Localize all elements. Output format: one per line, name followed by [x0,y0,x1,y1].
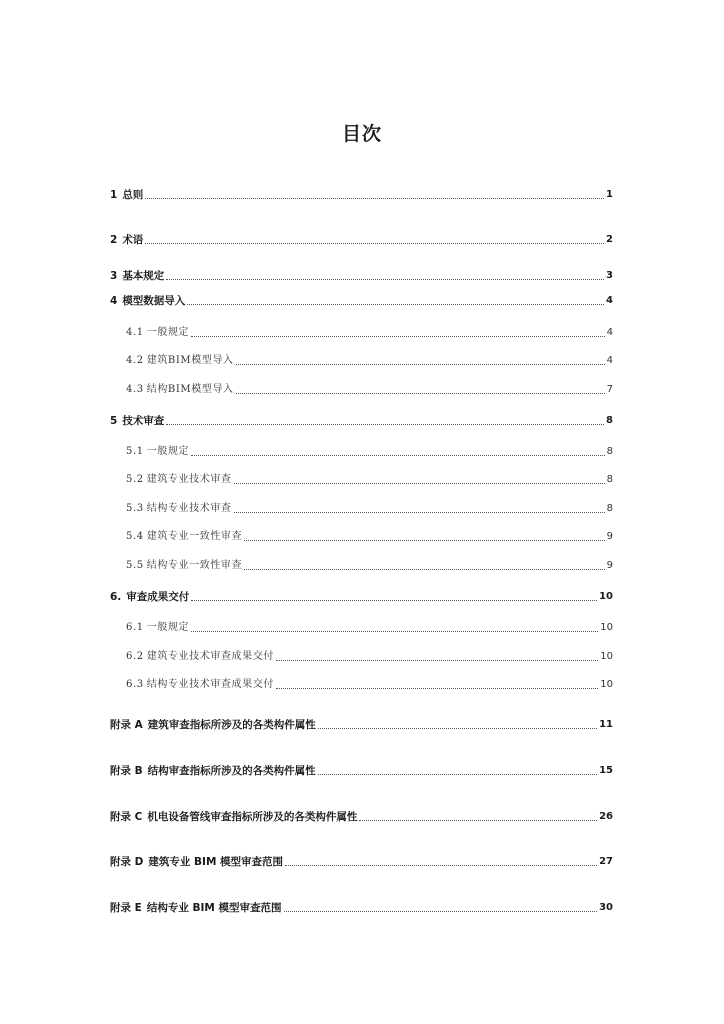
toc-entry-number: 附录 A [110,719,143,731]
toc-entry-title: 一般规定 [146,446,190,457]
toc-entry-number: 5.1 [126,446,144,457]
toc-entry-5[interactable] [110,413,613,429]
toc-page-number: 8 [606,474,613,485]
toc-entry-number: 5.2 [126,474,144,485]
toc-entry-title: 结构专业一致性审查 [146,560,243,571]
dot-leader [145,243,604,244]
toc-entry-6-3[interactable] [126,677,613,693]
toc-entry-6[interactable] [110,589,613,605]
dot-leader [236,393,605,394]
toc-entry-title: 结构专业技术审查成果交付 [146,679,274,690]
toc-entry-title: 建筑专业技术审查成果交付 [146,651,274,662]
toc-entry-number: 4.1 [126,327,144,338]
dot-leader [187,304,604,305]
dot-leader [318,774,597,775]
toc-entry-number: 5.5 [126,560,144,571]
toc-entry-title: 审查成果交付 [126,591,190,603]
toc-entry-number: 3 [110,270,118,282]
dot-leader [276,688,598,689]
toc-entry-5-4[interactable] [126,529,613,545]
dot-leader [285,865,597,866]
dot-leader [276,660,598,661]
toc-entry-title: 结构审查指标所涉及的各类构件属性 [147,765,316,777]
toc-entry-number: 2 [110,234,118,246]
toc-page-number: 9 [606,531,613,542]
toc-entry-title: 结构BIM模型导入 [146,384,234,395]
toc-entry-title: 建筑BIM模型导入 [146,355,234,366]
toc-entry-6-2[interactable] [126,649,613,665]
toc-entry-4-2[interactable] [126,353,613,369]
toc-entry-5-5[interactable] [126,558,613,574]
toc-entry-title: 技术审查 [122,415,165,427]
toc-entry-appendix-c[interactable] [110,809,613,825]
toc-page-number: 4 [606,295,613,306]
dot-leader [191,336,605,337]
toc-entry-title: 建筑专业技术审查 [146,474,232,485]
toc-entry-number: 6.3 [126,679,144,690]
toc-page-number: 11 [599,719,613,730]
toc-entry-4-1[interactable] [126,325,613,341]
toc-entry-title: 一般规定 [146,622,190,633]
toc-entry-number: 5 [110,415,118,427]
toc-entry-number: 附录 D [110,856,144,868]
dot-leader [191,631,598,632]
toc-entry-title: 建筑专业 BIM 模型审查范围 [148,856,284,868]
toc-page-number: 2 [606,234,613,245]
toc-entry-appendix-a[interactable] [110,717,613,733]
toc-entry-1[interactable] [110,187,613,203]
toc-entry-title: 总则 [122,189,144,201]
toc-page-number: 4 [606,355,613,366]
toc-page-number: 4 [606,327,613,338]
toc-entry-title: 结构专业 BIM 模型审查范围 [146,902,282,914]
toc-entry-6-1[interactable] [126,620,613,636]
toc-entry-number: 附录 B [110,765,143,777]
toc-entry-5-1[interactable] [126,444,613,460]
toc-page-number: 9 [606,560,613,571]
toc-entry-3[interactable] [110,268,613,284]
toc-entry-number: 1 [110,189,118,201]
toc-entry-appendix-e[interactable] [110,900,613,916]
toc-page-number: 26 [599,811,613,822]
toc-entry-title: 机电设备管线审查指标所涉及的各类构件属性 [147,811,358,823]
toc-page-number: 27 [599,856,613,867]
dot-leader [234,483,605,484]
dot-leader [166,424,604,425]
toc-page-number: 15 [599,765,613,776]
dot-leader [191,455,605,456]
toc-page-number: 7 [606,384,613,395]
toc-entry-appendix-b[interactable] [110,763,613,779]
page-title: 目次 [341,123,382,145]
toc-page-number: 30 [599,902,613,913]
toc-page-number: 8 [606,503,613,514]
toc-page-number: 10 [600,651,613,662]
toc-entry-5-3[interactable] [126,501,613,517]
toc-entry-appendix-d[interactable] [110,854,613,870]
toc-entry-title: 建筑专业一致性审查 [146,531,243,542]
dot-leader [236,364,605,365]
toc-entry-title: 术语 [122,234,144,246]
toc-entry-number: 6.1 [126,622,144,633]
toc-entry-number: 4.3 [126,384,144,395]
dot-leader [284,911,598,912]
toc-entry-number: 5.3 [126,503,144,514]
dot-leader [359,820,597,821]
toc-page-number: 10 [599,591,613,602]
toc-entry-number: 6. [110,591,122,603]
dot-leader [191,600,597,601]
toc-entry-number: 5.4 [126,531,144,542]
toc-entry-title: 结构专业技术审查 [146,503,232,514]
dot-leader [166,279,604,280]
dot-leader [318,728,597,729]
dot-leader [234,512,605,513]
toc-entry-number: 附录 E [110,902,142,914]
toc-entry-4-3[interactable] [126,382,613,398]
toc-entry-title: 模型数据导入 [122,295,186,307]
toc-entry-number: 4 [110,295,118,307]
dot-leader [244,569,605,570]
toc-entry-title: 一般规定 [146,327,190,338]
toc-entry-4[interactable] [110,293,613,309]
toc-entry-title: 基本规定 [122,270,165,282]
toc-page-number: 1 [606,189,613,200]
toc-entry-number: 6.2 [126,651,144,662]
toc-entry-title: 建筑审查指标所涉及的各类构件属性 [147,719,316,731]
toc-page-number: 10 [600,622,613,633]
toc-entry-number: 4.2 [126,355,144,366]
toc-page-number: 8 [606,446,613,457]
toc-entry-number: 附录 C [110,811,143,823]
toc-entry-2[interactable] [110,232,613,248]
toc-page-number: 3 [606,270,613,281]
toc-entry-5-2[interactable] [126,472,613,488]
toc-page-number: 8 [606,415,613,426]
toc-page-number: 10 [600,679,613,690]
dot-leader [244,540,605,541]
dot-leader [145,198,604,199]
